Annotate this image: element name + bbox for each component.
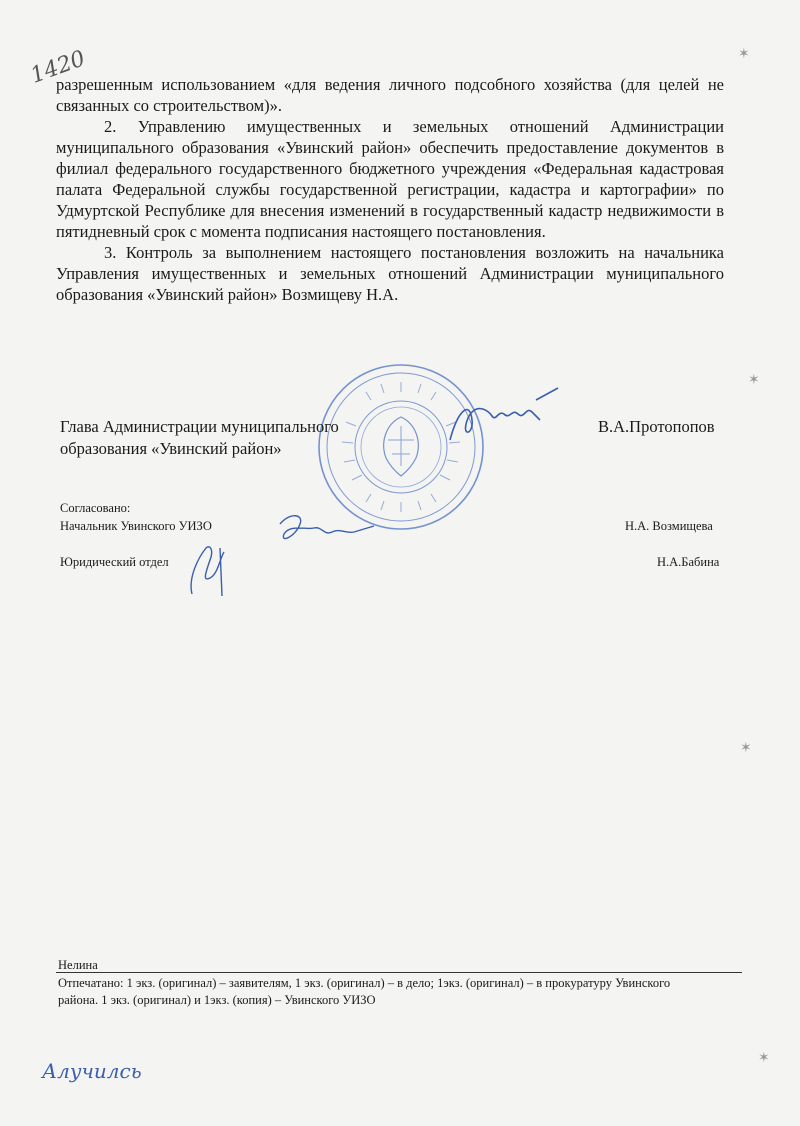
footer-divider [56,972,742,973]
approvals-header: Согласовано: [60,501,131,515]
signatory-title-line2: образования «Увинский район» [60,439,282,458]
paragraph-2: 2. Управлению имущественных и земельных отношений Администрации муниципального образования «Увинский район» обеспечить предоставление документов в филиал федерального государственного бюджетного учреждения «Федеральная кадастровая палата Федеральной службы государственной регистрации, кадастра и картографии» по Удмуртской Республике для внесения изменений в государственный кадастр недвижимости в пятидневный срок с момента подписания настоящего постановления. [56,117,724,241]
approval-role-legal: Юридический отдел [60,555,169,569]
signatory-title-line1: Глава Администрации муниципального [60,417,339,436]
paragraph-1: разрешенным использованием «для ведения личного подсобного хозяйства (для целей не связанных со строительством)». [56,75,724,115]
scan-artifact: ✶ [758,1051,770,1066]
distribution-line-2: района. 1 экз. (оригинал) и 1экз. (копия) – Увинского УИЗО [58,993,376,1007]
head-signature [440,380,570,450]
scan-artifact: ✶ [738,47,750,62]
bottom-handwritten-note [38,1052,168,1092]
signatory-name: В.А.Протопопов [598,417,715,436]
margin-handwritten-number: 1420 [27,46,89,89]
approval-name-legal: Н.А.Бабина [657,555,720,569]
signatory-title [60,416,339,460]
executor-name: Нелина [58,958,98,972]
legal-signature [184,538,234,600]
approval-role-uizo: Начальник Увинского УИЗО [60,519,212,533]
scan-artifact: ✶ [740,741,752,756]
uizo-signature [270,504,380,552]
document-body [56,74,724,305]
bottom-handwriting-text: Алучилсь [42,1059,142,1083]
paragraph-3: 3. Контроль за выполнением настоящего постановления возложить на начальника Управления имущественных и земельных отношений Администрации муниципального образования «Увинский район» Возмищеву Н.А. [56,243,724,304]
scan-artifact: ✶ [748,373,760,388]
distribution-line-1: Отпечатано: 1 экз. (оригинал) – заявителям, 1 экз. (оригинал) – в дело; 1экз. (оригинал) – в прокуратуру Увинского [58,976,671,990]
approval-name-uizo: Н.А. Возмищева [625,519,713,533]
